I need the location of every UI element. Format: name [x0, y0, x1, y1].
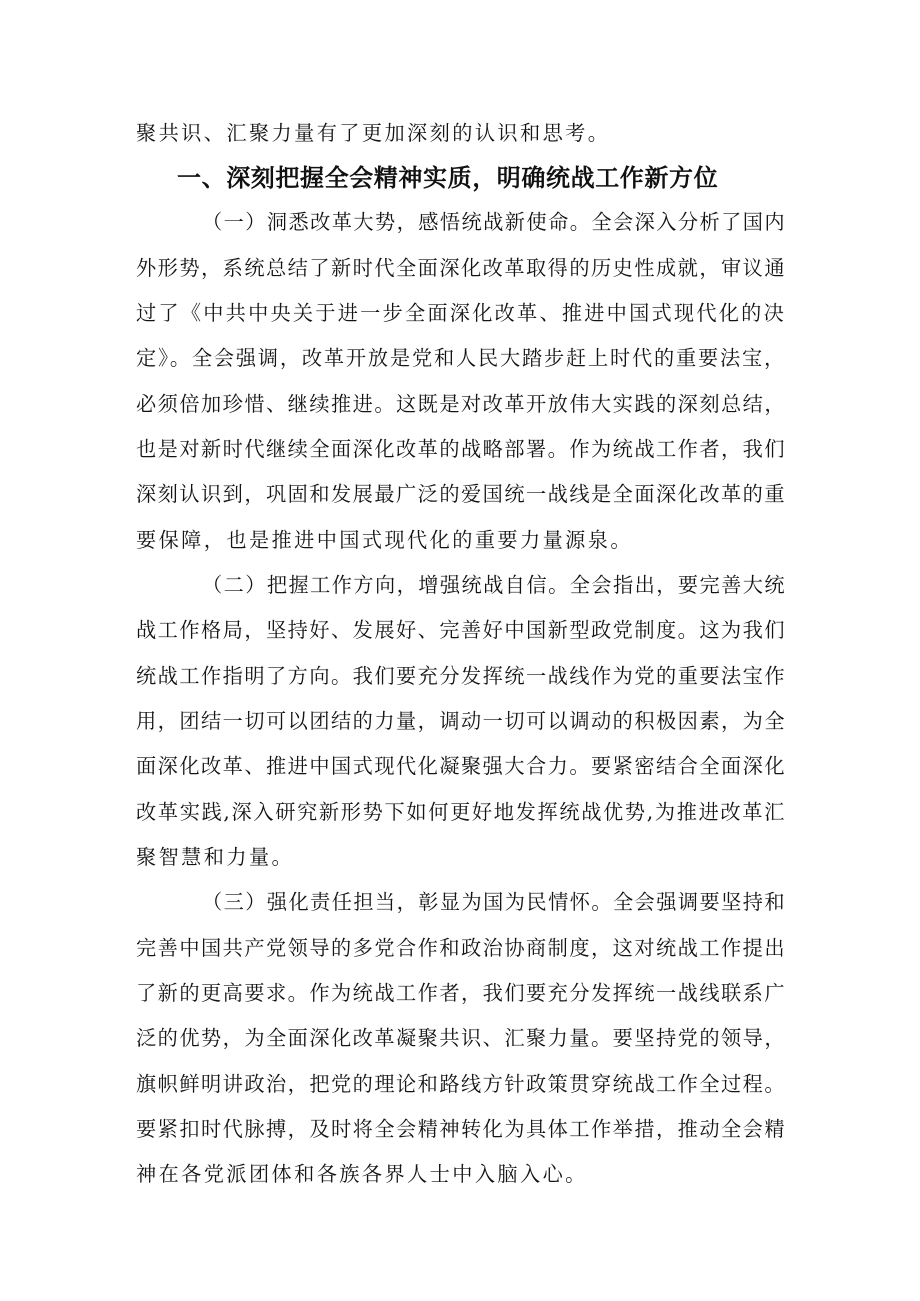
- paragraph-line: 定》。全会强调，改革开放是党和人民大踏步赶上时代的重要法宝，: [136, 346, 786, 370]
- paragraph-line: （一）洞悉改革大势，感悟统战新使命。全会深入分析了国内: [202, 210, 786, 234]
- paragraph-line: 面深化改革、推进中国式现代化凝聚强大合力。要紧密结合全面深化: [136, 754, 786, 778]
- paragraph-line: 深刻认识到，巩固和发展最广泛的爱国统一战线是全面深化改革的重: [136, 482, 786, 506]
- intro-tail-line: 聚共识、汇聚力量有了更加深刻的认识和思考。: [136, 121, 611, 145]
- paragraph-line: 统战工作指明了方向。我们要充分发挥统一战线作为党的重要法宝作: [136, 664, 786, 688]
- paragraph-line: （二）把握工作方向，增强统战自信。全会指出，要完善大统: [202, 573, 786, 597]
- paragraph-line: 要保障，也是推进中国式现代化的重要力量源泉。: [136, 528, 633, 552]
- section-heading: 一、深刻把握全会精神实质，明确统战工作新方位: [177, 164, 719, 192]
- paragraph-line: （三）强化责任担当，彰显为国为民情怀。全会强调要坚持和: [202, 890, 786, 914]
- paragraph-line: 改革实践,深入研究新形势下如何更好地发挥统战优势,为推进改革汇: [136, 800, 786, 824]
- paragraph-line: 过了《中共中央关于进一步全面深化改革、推进中国式现代化的决: [136, 301, 786, 325]
- paragraph-line: 战工作格局，坚持好、发展好、完善好中国新型政党制度。这为我们: [136, 618, 786, 642]
- paragraph-line: 外形势，系统总结了新时代全面深化改革取得的历史性成就，审议通: [136, 256, 786, 280]
- paragraph-line: 泛的优势，为全面深化改革凝聚共识、汇聚力量。要坚持党的领导，: [136, 1026, 786, 1050]
- paragraph-line: 旗帜鲜明讲政治，把党的理论和路线方针政策贯穿统战工作全过程。: [136, 1072, 786, 1096]
- paragraph-line: 了新的更高要求。作为统战工作者，我们要充分发挥统一战线联系广: [136, 981, 786, 1005]
- paragraph-line: 也是对新时代继续全面深化改革的战略部署。作为统战工作者，我们: [136, 437, 786, 461]
- paragraph-line: 必须倍加珍惜、继续推进。这既是对改革开放伟大实践的深刻总结，: [136, 392, 786, 416]
- paragraph-line: 用，团结一切可以团结的力量，调动一切可以调动的积极因素，为全: [136, 709, 786, 733]
- paragraph-line: 聚智慧和力量。: [136, 845, 295, 869]
- paragraph-line: 要紧扣时代脉搏，及时将全会精神转化为具体工作举措，推动全会精: [136, 1117, 786, 1141]
- paragraph-line: 完善中国共产党领导的多党合作和政治协商制度，这对统战工作提出: [136, 936, 786, 960]
- paragraph-line: 神在各党派团体和各族各界人士中入脑入心。: [136, 1162, 588, 1186]
